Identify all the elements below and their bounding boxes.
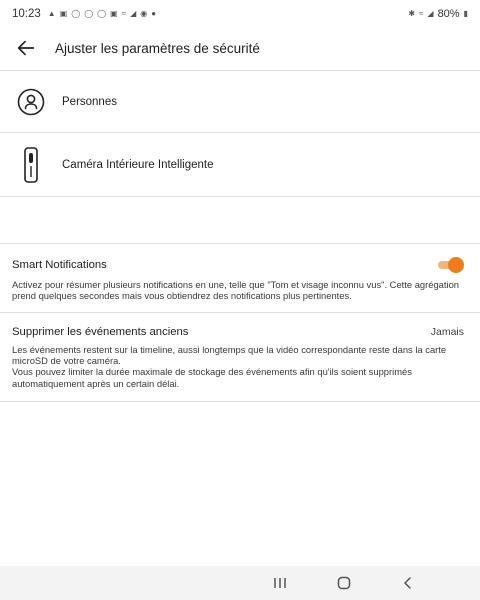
home-icon[interactable] (336, 575, 352, 591)
list-item-personnes[interactable] (0, 71, 480, 132)
list-item-label: Personnes (62, 95, 117, 108)
shield-icon: ◯ (97, 9, 107, 18)
smart-notifications-section (12, 257, 464, 301)
signal-icon: ◢ (427, 9, 434, 18)
recent-apps-icon[interactable] (272, 575, 288, 591)
delete-events-section[interactable] (12, 326, 464, 389)
shield-icon: ◯ (84, 9, 94, 18)
list-item-label: Caméra Intérieure Intelligente (62, 158, 214, 171)
divider (0, 196, 480, 197)
battery-icon: ▮ (463, 9, 468, 18)
cast-icon: ◢ (130, 9, 137, 18)
page-title: Ajuster les paramètres de sécurité (55, 40, 260, 56)
divider (0, 243, 480, 244)
section-description: Les événements restent sur la timeline, aussi longtemps que la vidéo correspondante reste dans la carte microSD de votre caméra. Vous pouvez limiter la durée maximale de stockage des événements afin qu'ils soient supprimés automatiquement après un certain délai. (12, 344, 447, 389)
battery-level: 80% (437, 8, 460, 20)
section-description: Activez pour résumer plusieurs notifications en une, telle que "Tom et visage inconnu vus". Cette agrégation prend quelques secondes mais vous obtiendrez des notifications plus pertinentes. (12, 279, 460, 302)
section-title: Supprimer les événements anciens (12, 326, 189, 338)
camera-icon (23, 147, 39, 183)
divider (0, 312, 480, 313)
app-bar (0, 28, 480, 68)
list-item-camera[interactable] (0, 133, 480, 196)
navigation-bar (0, 566, 480, 600)
back-arrow-icon[interactable] (15, 37, 37, 59)
notification-icon: ▲ (47, 9, 56, 18)
status-bar (0, 0, 480, 28)
divider (0, 401, 480, 402)
delete-events-value: Jamais (430, 326, 464, 338)
person-icon (17, 88, 45, 116)
shield-icon: ◯ (71, 9, 81, 18)
wifi-icon: ≈ (121, 9, 127, 18)
bluetooth-icon: ✱ (408, 9, 416, 18)
image-icon: ▣ (59, 9, 68, 18)
toggle-thumb (448, 257, 464, 273)
bulb-icon: ● (151, 9, 157, 18)
back-icon[interactable] (400, 575, 416, 591)
image-icon: ▣ (110, 9, 118, 18)
record-icon: ◉ (140, 9, 148, 18)
wifi-icon: ≈ (419, 9, 424, 18)
status-time: 10:23 (12, 8, 41, 20)
section-title: Smart Notifications (12, 259, 107, 271)
smart-notifications-toggle[interactable] (438, 257, 464, 273)
